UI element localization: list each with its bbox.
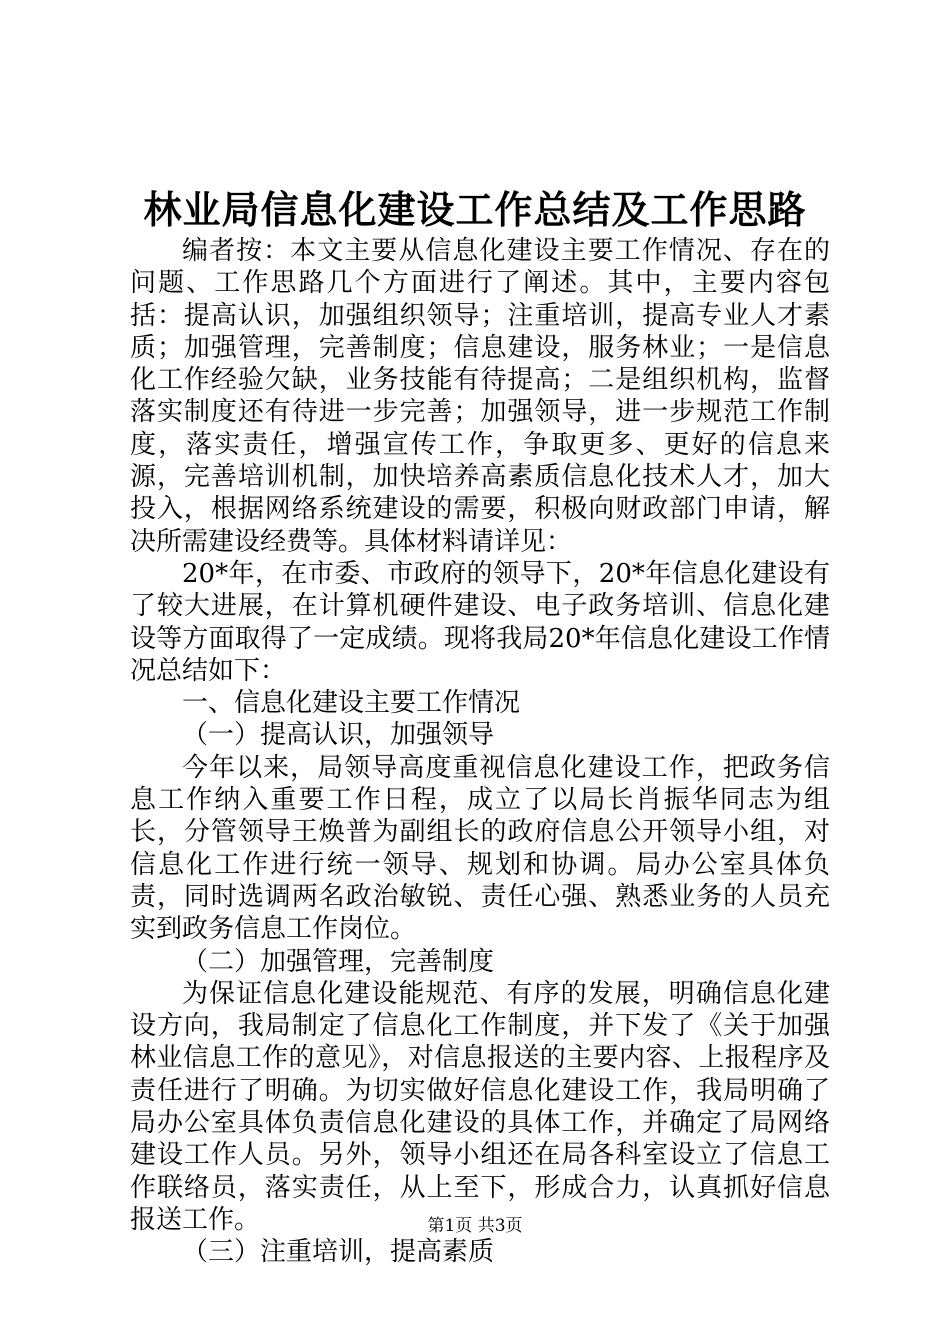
intro-paragraph: 20*年，在市委、市政府的领导下，20*年信息化建设有了较大进展，在计算机硬件建设、电子政务培训、信息化建设等方面取得了一定成绩。现将我局20*年信息化建设工作情况总结如下： xyxy=(130,558,830,686)
section-heading-1: 一、信息化建设主要工作情况 xyxy=(182,688,521,719)
document-body xyxy=(130,235,830,1269)
document-title: 林业局信息化建设工作总结及工作思路 xyxy=(143,187,807,232)
page-number-footer: 第1页 共3页 xyxy=(427,1216,523,1236)
body-paragraph-2: 为保证信息化建设能规范、有序的发展，明确信息化建设方向，我局制定了信息化工作制度，并下发了《关于加强林业信息工作的意见》，对信息报送的主要内容、上报程序及责任进行了明确。为切实做好信息化建设工作，我局明确了局办公室具体负责信息化建设的具体工作，并确定了局网络建设工作人员。另外，领导小组还在局各科室设立了信息工作联络员，落实责任，从上至下，形成合力，认真抓好信息报送工作。 xyxy=(130,978,830,1235)
body-paragraph-1: 今年以来，局领导高度重视信息化建设工作，把政务信息工作纳入重要工作日程，成立了以局长肖振华同志为组长，分管领导王焕普为副组长的政府信息公开领导小组，对信息化工作进行统一领导、规划和协调。局办公室具体负责，同时选调两名政治敏锐、责任心强、熟悉业务的人员充实到政务信息工作岗位。 xyxy=(130,752,830,945)
subsection-heading-2: （二）加强管理，完善制度 xyxy=(182,946,495,977)
editor-note-paragraph: 编者按：本文主要从信息化建设主要工作情况、存在的问题、工作思路几个方面进行了阐述。其中，主要内容包括：提高认识，加强组织领导；注重培训，提高专业人才素质；加强管理，完善制度；信息建设，服务林业；一是信息化工作经验欠缺，业务技能有待提高；二是组织机构，监督落实制度还有待进一步完善；加强领导，进一步规范工作制度，落实责任，增强宣传工作，争取更多、更好的信息来源，完善培训机制，加快培养高素质信息化技术人才，加大投入，根据网络系统建设的需要，积极向财政部门申请，解决所需建设经费等。具体材料请详见： xyxy=(130,236,830,557)
subsection-heading-3: （三）注重培训，提高素质 xyxy=(182,1237,495,1268)
subsection-heading-1: （一）提高认识，加强领导 xyxy=(182,720,495,751)
